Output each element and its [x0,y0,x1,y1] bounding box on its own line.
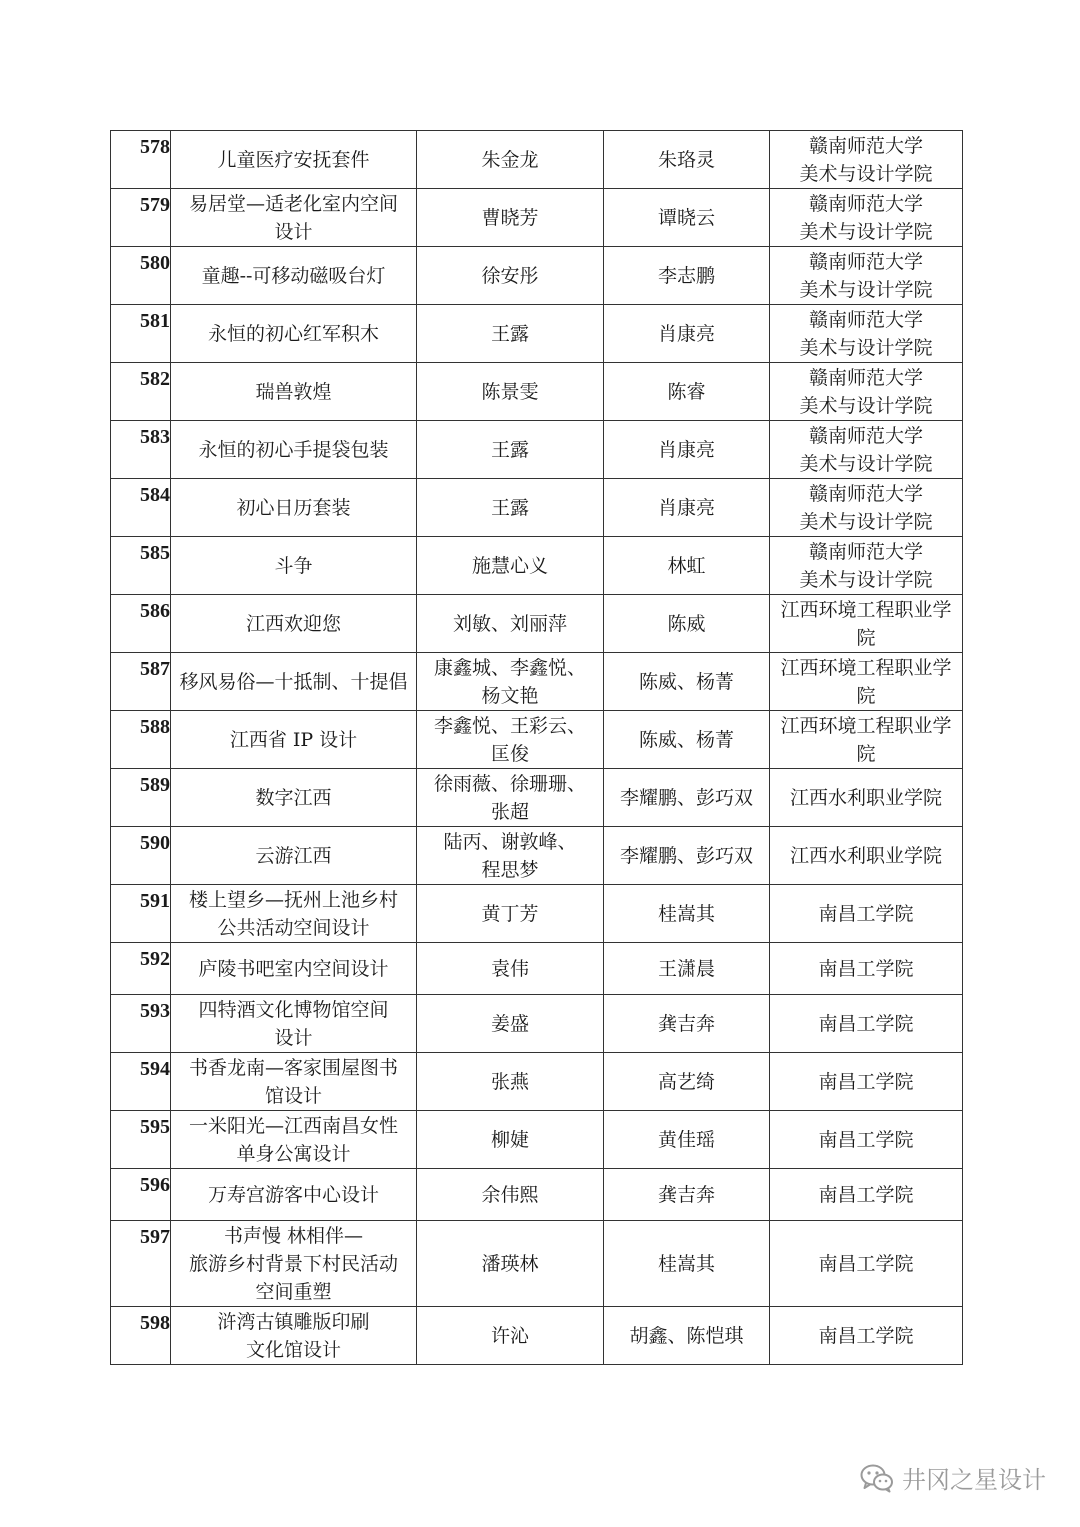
cell-number: 582 [111,363,171,421]
cell-author: 徐雨薇、徐珊珊、 张超 [417,769,604,827]
cell-advisor: 林虹 [604,537,770,595]
cell-advisor: 陈威 [604,595,770,653]
cell-author: 张燕 [417,1053,604,1111]
cell-advisor: 龚吉奔 [604,1169,770,1221]
cell-work-title: 江西欢迎您 [171,595,417,653]
cell-advisor: 朱珞灵 [604,131,770,189]
cell-advisor: 王潇晨 [604,943,770,995]
cell-author: 柳婕 [417,1111,604,1169]
cell-work-title: 儿童医疗安抚套件 [171,131,417,189]
cell-author: 陆丙、谢敦峰、 程思梦 [417,827,604,885]
cell-school: 江西环境工程职业学 院 [770,653,963,711]
table-row [111,595,963,653]
cell-number: 589 [111,769,171,827]
cell-school: 江西环境工程职业学 院 [770,711,963,769]
cell-advisor: 高艺绮 [604,1053,770,1111]
cell-number: 595 [111,1111,171,1169]
table-row [111,943,963,995]
cell-number: 579 [111,189,171,247]
cell-number: 584 [111,479,171,537]
cell-school: 南昌工学院 [770,1111,963,1169]
cell-author: 陈景雯 [417,363,604,421]
cell-school: 赣南师范大学 美术与设计学院 [770,131,963,189]
cell-work-title: 四特酒文化博物馆空间 设计 [171,995,417,1053]
cell-author: 徐安彤 [417,247,604,305]
cell-work-title: 易居堂—适老化室内空间 设计 [171,189,417,247]
cell-work-title: 初心日历套装 [171,479,417,537]
cell-author: 潘瑛林 [417,1221,604,1307]
cell-school: 南昌工学院 [770,1307,963,1365]
cell-work-title: 永恒的初心手提袋包装 [171,421,417,479]
cell-school: 江西水利职业学院 [770,769,963,827]
cell-school: 江西环境工程职业学 院 [770,595,963,653]
cell-author: 王露 [417,305,604,363]
cell-number: 594 [111,1053,171,1111]
cell-work-title: 云游江西 [171,827,417,885]
cell-work-title: 江西省 IP 设计 [171,711,417,769]
cell-advisor: 龚吉奔 [604,995,770,1053]
cell-school: 赣南师范大学 美术与设计学院 [770,247,963,305]
cell-school: 南昌工学院 [770,995,963,1053]
cell-number: 586 [111,595,171,653]
cell-advisor: 陈睿 [604,363,770,421]
cell-work-title: 童趣--可移动磁吸台灯 [171,247,417,305]
table-row [111,537,963,595]
cell-school: 南昌工学院 [770,1221,963,1307]
table-row [111,1307,963,1365]
table-row [111,305,963,363]
cell-school: 南昌工学院 [770,943,963,995]
cell-author: 余伟熙 [417,1169,604,1221]
wechat-icon [860,1463,894,1493]
cell-school: 赣南师范大学 美术与设计学院 [770,537,963,595]
table-row [111,653,963,711]
cell-school: 南昌工学院 [770,1053,963,1111]
cell-work-title: 楼上望乡—抚州上池乡村 公共活动空间设计 [171,885,417,943]
table-row [111,711,963,769]
cell-work-title: 万寿宫游客中心设计 [171,1169,417,1221]
cell-advisor: 陈威、杨菁 [604,711,770,769]
cell-work-title: 庐陵书吧室内空间设计 [171,943,417,995]
cell-work-title: 浒湾古镇雕版印刷 文化馆设计 [171,1307,417,1365]
cell-advisor: 李耀鹏、彭巧双 [604,769,770,827]
table-row [111,131,963,189]
cell-work-title: 书声慢 林相伴— 旅游乡村背景下村民活动 空间重塑 [171,1221,417,1307]
watermark-text: 井冈之星设计 [902,1466,1046,1494]
cell-work-title: 斗争 [171,537,417,595]
cell-author: 李鑫悦、王彩云、 匡俊 [417,711,604,769]
cell-advisor: 李耀鹏、彭巧双 [604,827,770,885]
cell-number: 578 [111,131,171,189]
cell-number: 590 [111,827,171,885]
cell-author: 刘敏、刘丽萍 [417,595,604,653]
cell-number: 591 [111,885,171,943]
table-row [111,1053,963,1111]
cell-number: 588 [111,711,171,769]
cell-advisor: 桂嵩其 [604,885,770,943]
cell-advisor: 肖康亮 [604,421,770,479]
cell-number: 581 [111,305,171,363]
table-row [111,1221,963,1307]
cell-work-title: 书香龙南—客家围屋图书 馆设计 [171,1053,417,1111]
cell-advisor: 黄佳瑶 [604,1111,770,1169]
cell-work-title: 一米阳光—江西南昌女性 单身公寓设计 [171,1111,417,1169]
table-body [111,131,963,1365]
cell-number: 580 [111,247,171,305]
cell-number: 592 [111,943,171,995]
cell-number: 583 [111,421,171,479]
cell-author: 袁伟 [417,943,604,995]
cell-author: 王露 [417,421,604,479]
cell-advisor: 谭晓云 [604,189,770,247]
cell-work-title: 移风易俗—十抵制、十提倡 [171,653,417,711]
table-row [111,769,963,827]
cell-author: 王露 [417,479,604,537]
cell-school: 南昌工学院 [770,885,963,943]
cell-advisor: 桂嵩其 [604,1221,770,1307]
cell-work-title: 永恒的初心红军积木 [171,305,417,363]
cell-school: 南昌工学院 [770,1169,963,1221]
cell-number: 585 [111,537,171,595]
table-row [111,1111,963,1169]
cell-school: 江西水利职业学院 [770,827,963,885]
cell-school: 赣南师范大学 美术与设计学院 [770,479,963,537]
table-row [111,1169,963,1221]
cell-author: 姜盛 [417,995,604,1053]
cell-number: 593 [111,995,171,1053]
cell-work-title: 数字江西 [171,769,417,827]
watermark [860,1460,1046,1495]
cell-author: 许沁 [417,1307,604,1365]
table-row [111,189,963,247]
cell-school: 赣南师范大学 美术与设计学院 [770,363,963,421]
cell-advisor: 李志鹏 [604,247,770,305]
cell-number: 597 [111,1221,171,1307]
cell-author: 康鑫城、李鑫悦、 杨文艳 [417,653,604,711]
cell-number: 598 [111,1307,171,1365]
table-row [111,885,963,943]
table-row [111,995,963,1053]
cell-school: 赣南师范大学 美术与设计学院 [770,189,963,247]
cell-author: 黄丁芳 [417,885,604,943]
cell-work-title: 瑞兽敦煌 [171,363,417,421]
cell-school: 赣南师范大学 美术与设计学院 [770,305,963,363]
cell-author: 朱金龙 [417,131,604,189]
table-row [111,479,963,537]
cell-advisor: 肖康亮 [604,479,770,537]
cell-number: 596 [111,1169,171,1221]
table-row [111,247,963,305]
cell-advisor: 肖康亮 [604,305,770,363]
table-row [111,827,963,885]
cell-advisor: 陈威、杨菁 [604,653,770,711]
table-row [111,363,963,421]
cell-number: 587 [111,653,171,711]
cell-author: 施慧心义 [417,537,604,595]
award-list-table [110,130,963,1365]
cell-author: 曹晓芳 [417,189,604,247]
cell-school: 赣南师范大学 美术与设计学院 [770,421,963,479]
cell-advisor: 胡鑫、陈恺琪 [604,1307,770,1365]
table-row [111,421,963,479]
